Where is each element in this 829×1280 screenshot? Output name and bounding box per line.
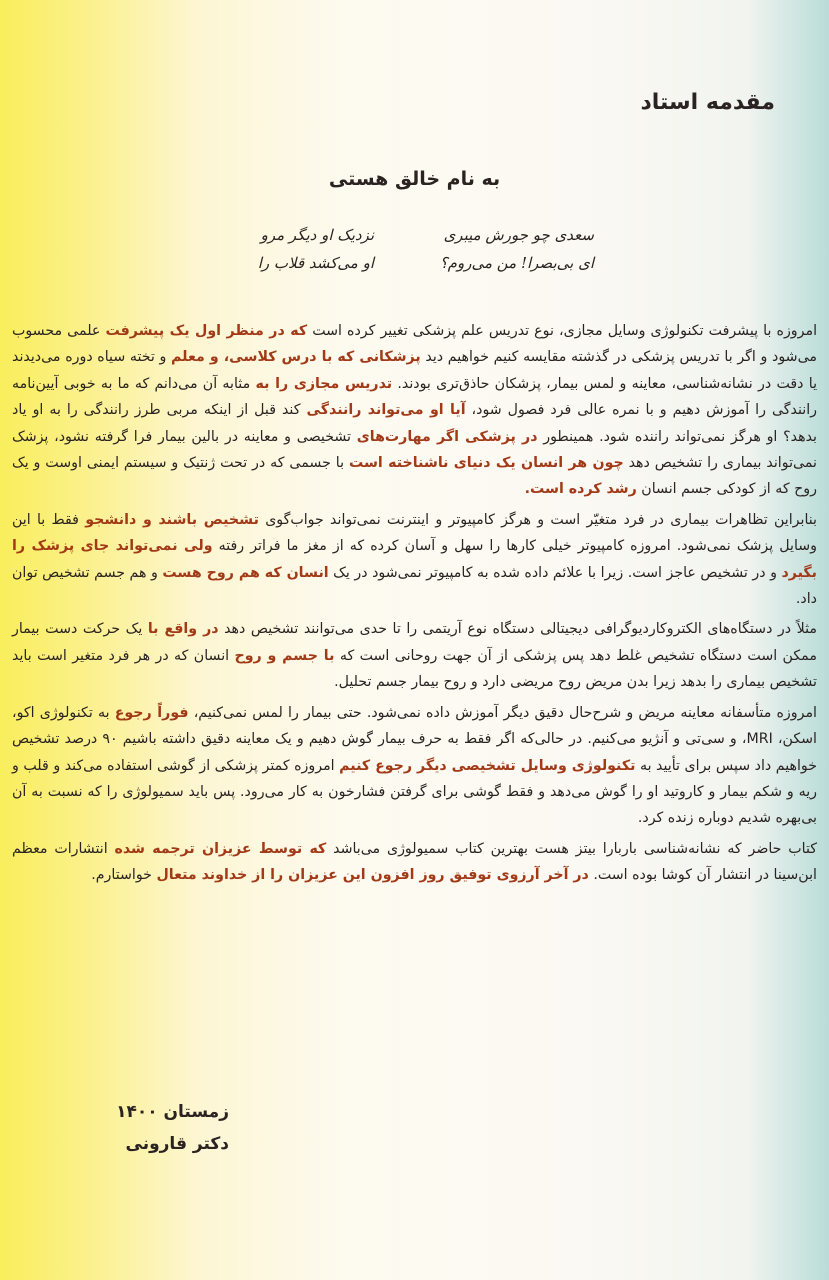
paragraph-4 (12, 700, 817, 832)
p3-highlight-b: در واقع با (147, 621, 219, 638)
p5-text-c: انتشارات معظم ابن‌سینا در انتشار آن کوشا بوده است. (12, 840, 817, 884)
p3-text-a: مثلاً در دستگاه‌های الکتروکاردیوگرافی دیجیتالی دستگاه نوع آریتمی را تا حدی می‌توانند تشخیص دهد (218, 621, 817, 638)
bismillah-title: به نام خالق هستی (328, 168, 501, 190)
poem-line-1a: سعدی چو جورش میبری (443, 226, 594, 244)
p4-highlight-d: تکنولوژی وسایل تشخیصی دیگر رجوع کنیم (339, 757, 636, 774)
p1-highlight-f: تدریس مجازی را به (255, 375, 393, 392)
paragraph-3 (12, 616, 817, 695)
p1-text-m: با جسمی که در تحت ژنتیک و سیستم ایمنی اوست و یک روح که از کودکی جسم انسان (12, 455, 817, 498)
paragraph-1 (12, 318, 817, 503)
poem-verses (194, 226, 594, 272)
p2-text-e: و در تشخیص عاجز است. زیرا با علائم داده شده به کامپیوتر نمی‌شود در یک (328, 564, 782, 581)
p1-highlight-j: در پزشکی اگر مهارت‌های (356, 428, 538, 445)
p1-highlight-l: چون هر انسان یک دنیای ناشناخته است (348, 455, 624, 472)
signature-name: دکتر قارونی (125, 1134, 229, 1154)
p2-text-a: بنابراین تظاهرات بیماری در فرد متغیّر است و هرگز کامپیوتر و اینترنت نمی‌تواند جواب‌گوی (258, 511, 817, 528)
p4-text-e: امروزه کمتر پزشکی از گوشی استفاده می‌کند و قلب و ریه و شکم بیمار و کاروتید او را گوش می‌دهد و فقط گوشی برای گرفتن فشارخون به کار می‌رود. پس باید سمیولوژی را که نسبت به آن بی‌بهره شدیم دوباره زنده کرد. (12, 757, 817, 827)
poem-line-2b: او می‌کشد قلاب را (257, 254, 374, 272)
page-heading: مقدمه استاد (640, 90, 775, 115)
p2-highlight-f: انسان که هم روح هست (162, 564, 329, 581)
p5-highlight-d: در آخر آرزوی توفیق روز افزون این عزیزان را از خداوند متعال (156, 867, 589, 884)
p5-text-a: کتاب حاضر که نشانه‌شناسی باربارا بیتز هست بهترین کتاب سمیولوژی می‌باشد (326, 840, 817, 857)
p3-text-e: انسان که در هر فرد متغیر است باید تشخیص بیماری را بدهد زیرا بدن مریض روح مریضی دارد و روح بیمار جسم تحلیل. (12, 647, 817, 691)
p1-highlight-n: رشد کرده است. (524, 481, 637, 498)
poem-line-1b: نزدیک او دیگر مرو (260, 226, 374, 244)
p1-text-k: تشخیصی و معاینه در بالین بیمار فرا گرفته نشود، پزشک نمی‌تواند بیماری را تشخیص دهد (12, 428, 818, 472)
p4-highlight-b: فوراً رجوع (114, 704, 189, 721)
p3-text-c: یک حرکت دست بیمار ممکن است دستگاه تشخیص غلط دهد پس پزشکی از آن جهت روحانی است که (12, 621, 817, 664)
signature-date: زمستان ۱۴۰۰ (116, 1102, 229, 1122)
poem-line-2a: ای بی‌بصرا! من می‌روم؟ (439, 254, 594, 272)
p1-text-c: علمی محسوب می‌شود و اگر با تدریس پزشکی در گذشته مقایسه کنیم خواهیم دید (12, 323, 817, 366)
p1-highlight-b: که در منظر اول یک پیشرفت (105, 323, 308, 339)
p4-text-a: امروزه متأسفانه معاینه مریض و شرح‌حال دقیق دیگر آموزش داده نمی‌شود. حتی بیمار را لمس نمی‌کنیم، (188, 704, 817, 721)
paragraph-5 (12, 836, 817, 889)
p1-text-e: و تخته سیاه دوره می‌دیدند یا دقت در نشانه‌شناسی، معاینه و لمس بیمار، پزشکان حاذق‌تری بودند. (12, 349, 818, 392)
p1-text-a: امروزه با پیشرفت تکنولوژی وسایل مجازی، نوع تدریس علم پزشکی تغییر کرده است (307, 323, 818, 339)
introduction-body (12, 318, 817, 893)
p2-highlight-b: تشخیص باشند و دانشجو (85, 511, 259, 528)
p5-text-e: خواستارم. (91, 867, 157, 884)
p3-highlight-d: با جسم و روح (234, 647, 335, 664)
p1-highlight-d: پزشکانی که با درس کلاسی، و معلم (171, 349, 421, 366)
p5-highlight-b: که توسط عزیزان ترجمه شده (114, 840, 327, 857)
p1-highlight-h: آیا او می‌تواند رانندگی (306, 402, 466, 419)
paragraph-2 (12, 507, 817, 613)
p2-text-c: فقط با این وسایل پزشک نمی‌شود. امروزه کامپیوتر خیلی کارها را سهل و آسان کرده که از مغز ما فراتر رفته (12, 511, 818, 555)
p2-highlight-d: ولی نمی‌تواند جای پزشک را بگیرد (12, 538, 817, 581)
p1-text-g: مثابه آن می‌دانم که ما به خوبی آیین‌نامه رانندگی را آموزش دهیم و با نمره عالی فرد فصول شود، (12, 375, 817, 419)
p2-text-g: و هم جسم تشخیص توان داد. (12, 564, 817, 608)
p1-text-i: کند قبل از اینکه مربی طرز رانندگی را به او یاد بدهد؟ او هرگز نمی‌تواند راننده شود. همینطور (12, 402, 817, 445)
p4-text-c: به تکنولوژی اکو، اسکن، MRI، و سی‌تی و آنژیو می‌کنیم. در حالی‌که اگر فقط به حرف بیمار گوش دهیم و یک معاینه دقیق داشته باشیم ۹۰ درصد تشخیص خواهیم داد سپس برای تأیید به (12, 704, 818, 774)
signature-block (116, 1102, 229, 1166)
